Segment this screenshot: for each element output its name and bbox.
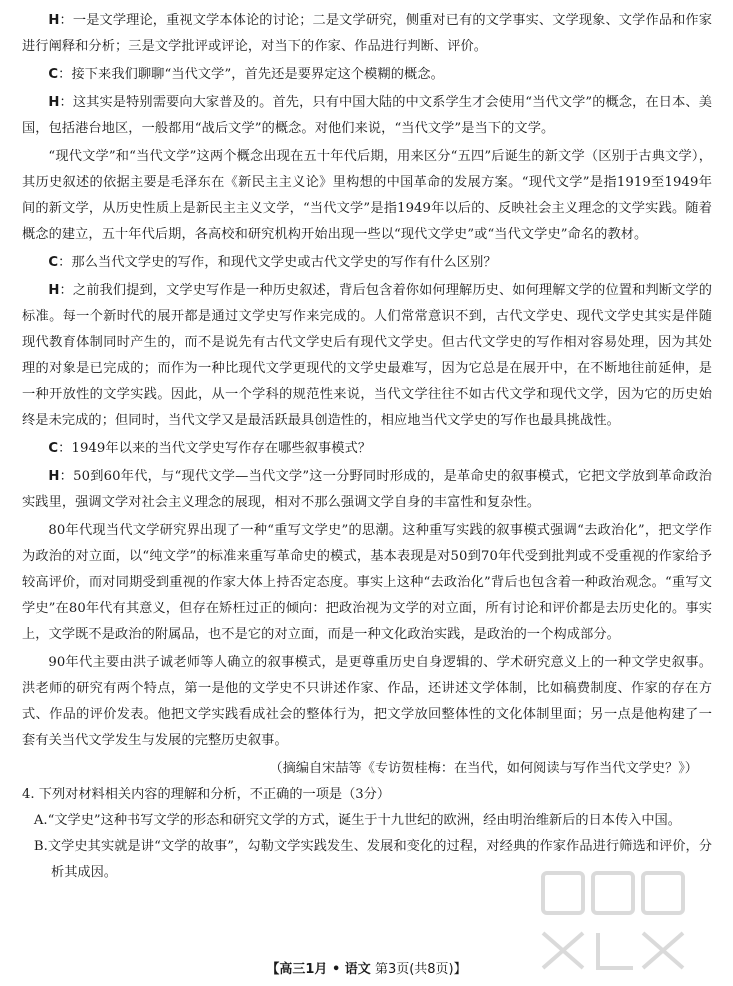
article-body <box>22 8 712 886</box>
paragraph-9 <box>22 518 712 648</box>
option-label: A. <box>33 813 48 828</box>
option-label: B. <box>33 839 48 854</box>
paragraph-5 <box>22 250 712 276</box>
paragraph-text: ：1949年以来的当代文学史写作存在哪些叙事模式？ <box>58 441 372 456</box>
watermark-logo <box>523 858 723 978</box>
question-stem: 4. 下列对材料相关内容的理解和分析，不正确的一项是（3分） <box>22 787 391 802</box>
speaker-label: H <box>48 469 60 484</box>
paragraph-text: ：那么当代文学史的写作，和现代文学史或古代文学史的写作有什么区别？ <box>58 255 497 270</box>
paragraph-8 <box>22 464 712 516</box>
speaker-label: H <box>48 13 60 28</box>
option-text: “文学史”这种书写文学的形态和研究文学的方式，诞生于十九世纪的欧洲，经由明治维新后的日本传入中国。 <box>47 813 681 828</box>
paragraph-text: 80年代现当代文学研究界出现了一种“重写文学史”的思潮。这种重写实践的叙事模式强调“去政治化”，把文学作为政治的对立面，以“纯文学”的标准来重写革命史的模式，基本表现是对50到70年代受到批判或不受重视的作家给予较高评价，而对同期受到重视的作家大体上持否定态度。事实上这种“去政治化”背后也包含着一种政治观念。“重写文学史”在80年代有其意义，但存在矫枉过正的倾向：把政治视为文学的对立面，所有讨论和评价都是去历史化的。事实上，文学既不是政治的附属品，也不是它的对立面，而是一种文化政治实践，是政治的一个构成部分。 <box>22 523 712 642</box>
paragraph-3 <box>22 90 712 142</box>
paragraph-2 <box>22 62 712 88</box>
footer-prefix: 【高三1月 • 语文 <box>266 962 371 977</box>
paragraph-text: ：50到60年代，与“现代文学—当代文学”这一分野同时形成的，是革命史的叙事模式，它把文学放到革命政治实践里，强调文学对社会主义理念的展现，相对不那么强调文学自身的丰富性和复杂性。 <box>22 469 712 510</box>
paragraph-10 <box>22 650 712 754</box>
speaker-label: C <box>48 441 59 456</box>
paragraph-text: “现代文学”和“当代文学”这两个概念出现在五十年代后期，用来区分“五四”后诞生的新文学（区别于古典文学），其历史叙述的依据主要是毛泽东在《新民主主义论》里构想的中国革命的发展方案。“现代文学”是指1919至1949年间的新文学，从历史性质上是新民主主义文学，“当代文学”是指1949年以后的、反映社会主义理念的文学实践。随着概念的建立，五十年代后期，各高校和研究机构开始出现一些以“现代文学史”或“当代文学史”命名的教材。 <box>22 149 712 242</box>
option-a <box>22 808 712 834</box>
footer-page-number: 第3页(共8页)】 <box>374 962 467 977</box>
speaker-label: C <box>48 255 59 270</box>
option-text: 文学史其实就是讲“文学的故事”，勾勒文学实践发生、发展和变化的过程，对经典的作家作品进行筛选和评价，分析其成因。 <box>47 839 712 880</box>
paragraph-text: ：之前我们提到，文学史写作是一种历史叙述，背后包含着你如何理解历史、如何理解文学的位置和判断文学的标准。每一个新时代的展开都是通过文学史写作来完成的。人们常常意识不到，古代文学史、现代文学史其实是伴随现代教育体制同时产生的，而不是说先有古代文学史后有现代文学史。但古代文学史的写作相对容易处理，因为其处理的对象是已完成的；而作为一种比现代文学更现代的文学史最难写，因为它总是在展开中，在不断地往前延伸，是一种开放性的文学实践。因此，从一个学科的规范性来说，当代文学往往不如古代文学和现代文学，因为它的历史始终是未完成的；但同时，当代文学又是最活跃最具创造性的，相应地当代文学史的写作也最具挑战性。 <box>22 283 712 428</box>
paragraph-text: ：一是文学理论，重视文学本体论的讨论；二是文学研究，侧重对已有的文学事实、文学现象、文学作品和作家进行阐释和分析；三是文学批评或评论，对当下的作家、作品进行判断、评价。 <box>22 13 712 54</box>
speaker-label: C <box>48 67 59 82</box>
speaker-label: H <box>48 283 60 298</box>
paragraph-text: ：这其实是特别需要向大家普及的。首先，只有中国大陆的中文系学生才会使用“当代文学”的概念，在日本、美国，包括港台地区，一般都用“战后文学”的概念。对他们来说，“当代文学”是当下的文学。 <box>22 95 712 136</box>
source-citation: （摘编自宋喆等《专访贺桂梅：在当代，如何阅读与写作当代文学史？》） <box>269 761 698 776</box>
paragraph-7 <box>22 436 712 462</box>
paragraph-1 <box>22 8 712 60</box>
speaker-label: H <box>48 95 60 110</box>
paragraph-text: ：接下来我们聊聊“当代文学”，首先还是要界定这个模糊的概念。 <box>58 67 444 82</box>
paragraph-text: 90年代主要由洪子诚老师等人确立的叙事模式，是更尊重历史自身逻辑的、学术研究意义上的一种文学史叙事。洪老师的研究有两个特点，第一是他的文学史不只讲述作家、作品，还讲述文学体制，比如稿费制度、作家的存在方式、作品的评价发表。他把文学实践看成社会的整体行为，把文学放回整体性的文化体制里面；另一点是他构建了一套有关当代文学发生与发展的完整历史叙事。 <box>22 655 712 748</box>
paragraph-6 <box>22 278 712 434</box>
paragraph-4 <box>22 144 712 248</box>
